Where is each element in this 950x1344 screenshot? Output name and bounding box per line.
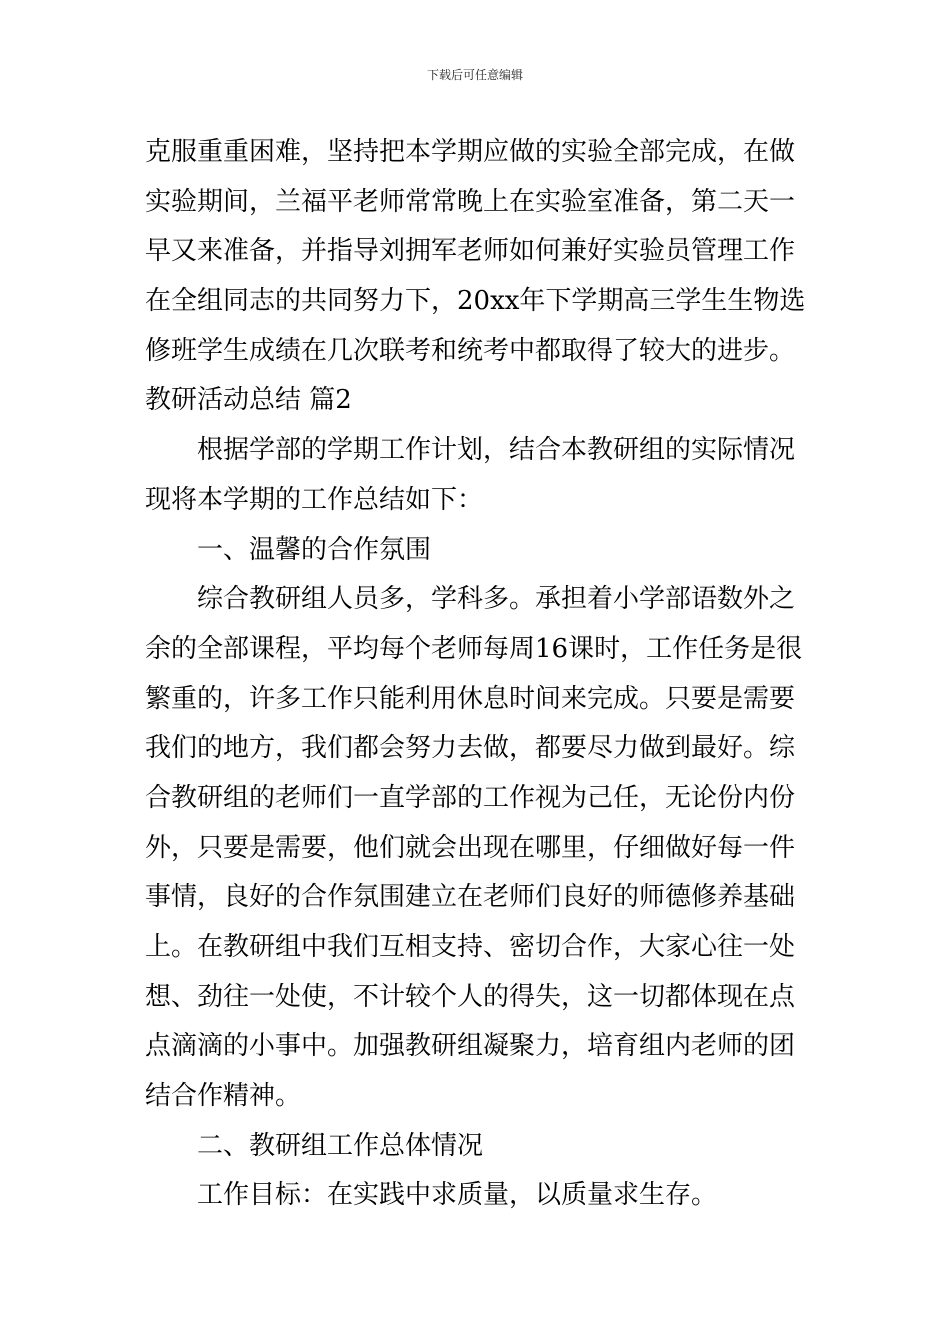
document-body: [145, 128, 810, 1221]
text-line: 外，只要是需要，他们就会出现在哪里，仔细做好每一件: [145, 832, 796, 863]
text-line: 想、劲往一处使，不计较个人的得失，这一切都体现在点: [145, 981, 796, 1012]
text-line: 实验期间，兰福平老师常常晚上在实验室准备，第二天一: [145, 186, 796, 217]
paragraph-start-line: 工作目标：在实践中求质量，以质量求生存。: [197, 1180, 718, 1211]
subheading: 二、教研组工作总体情况: [197, 1130, 484, 1161]
text-line: 在全组同志的共同努力下，20xx年下学期高三学生生物选: [145, 286, 806, 317]
text-line: 上。在教研组中我们互相支持、密切合作，大家心往一处: [145, 932, 796, 962]
text-line: 结合作精神。: [145, 1081, 302, 1112]
subheading: 一、温馨的合作氛围: [197, 534, 432, 565]
text-line: 点滴滴的小事中。加强教研组凝聚力，培育组内老师的团: [145, 1031, 796, 1062]
text-line: 修班学生成绩在几次联考和统考中都取得了较大的进步。: [145, 335, 796, 366]
paragraph-start-line: 综合教研组人员多，学科多。承担着小学部语数外之: [197, 584, 796, 615]
text-line: 合教研组的老师们一直学部的工作视为己任，无论份内份: [145, 782, 796, 813]
text-line: 余的全部课程，平均每个老师每周16课时，工作任务是很: [145, 633, 803, 664]
text-line: 现将本学期的工作总结如下：: [145, 484, 484, 515]
paragraph-start-line: 根据学部的学期工作计划，结合本教研组的实际情况: [197, 435, 796, 466]
text-line: 早又来准备，并指导刘拥军老师如何兼好实验员管理工作: [145, 236, 796, 267]
text-line: 繁重的，许多工作只能利用休息时间来完成。只要是需要: [145, 683, 796, 714]
header-note: 下载后可任意编辑: [426, 68, 523, 82]
section-heading: 教研活动总结 篇2: [145, 385, 352, 416]
text-line: 事情，良好的合作氛围建立在老师们良好的师德修养基础: [145, 882, 796, 913]
text-line: 克服重重困难，坚持把本学期应做的实验全部完成，在做: [145, 137, 796, 167]
text-line: 我们的地方，我们都会努力去做，都要尽力做到最好。综: [145, 733, 796, 764]
